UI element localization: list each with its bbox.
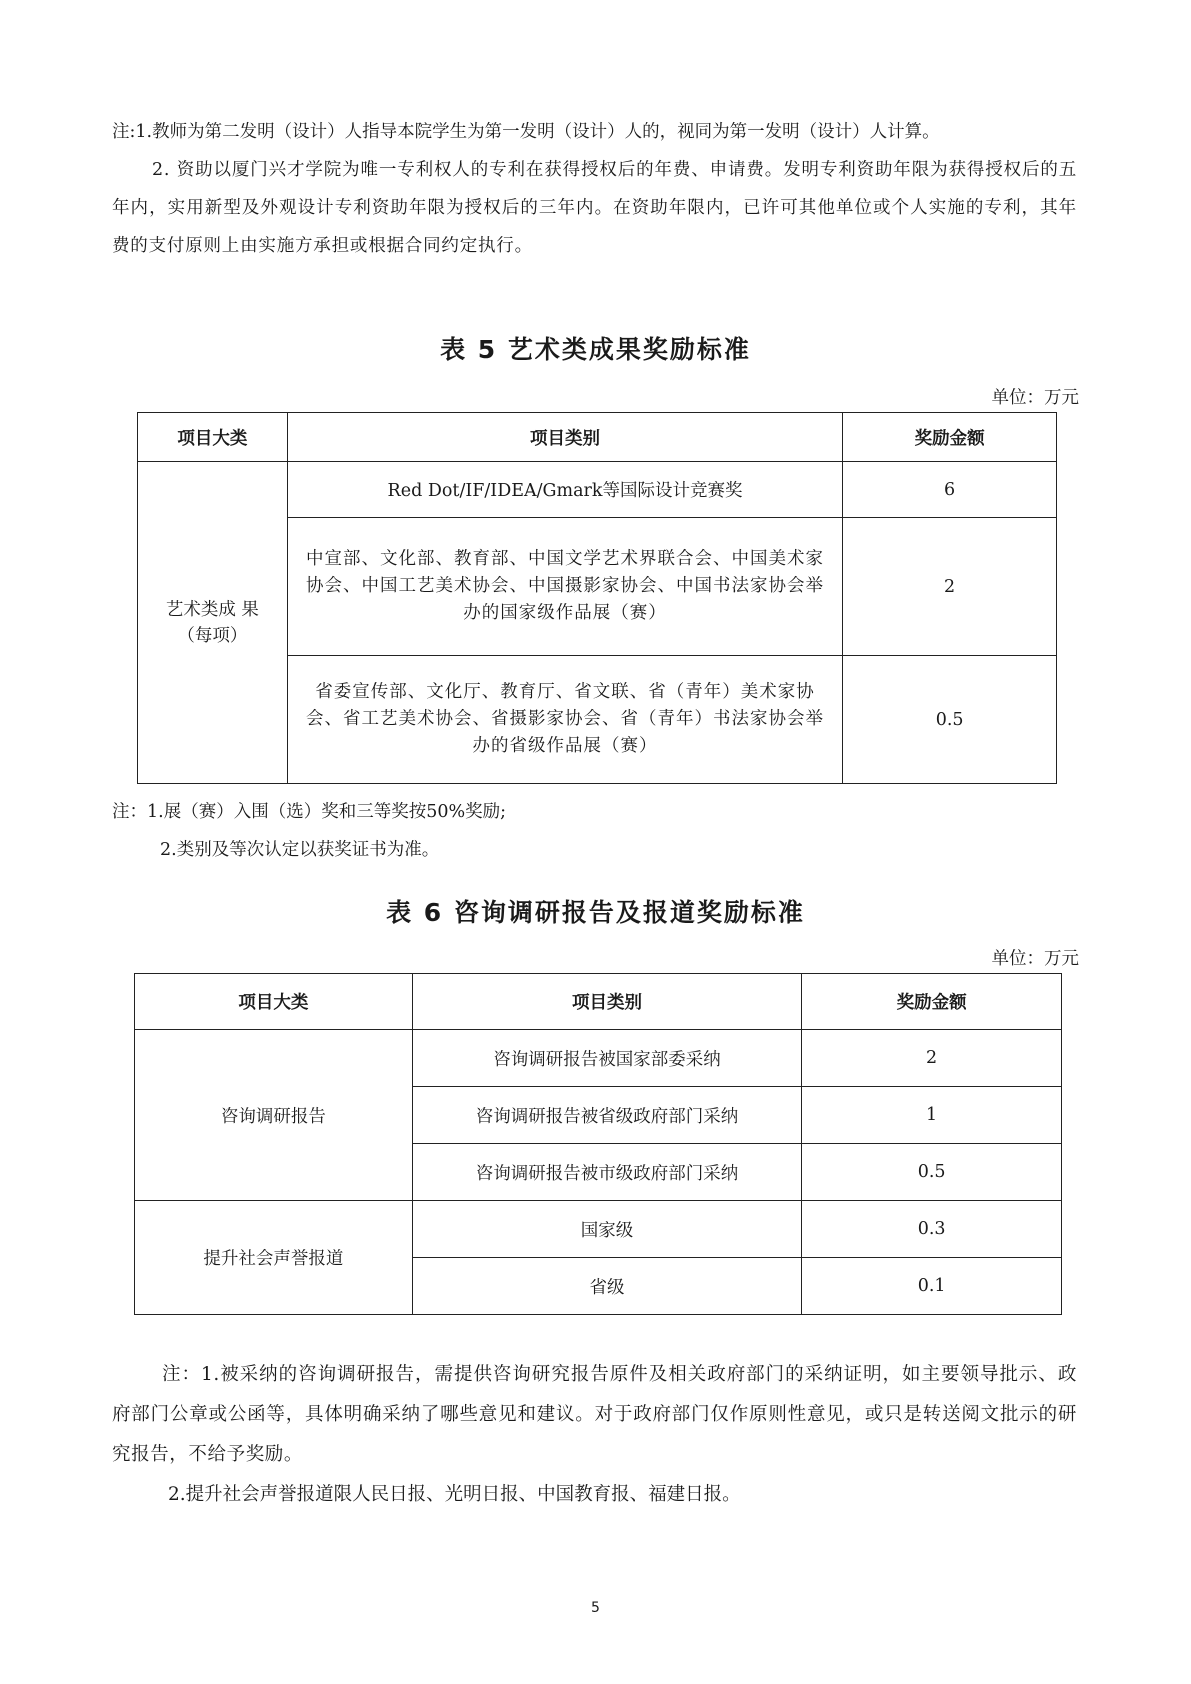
table5-title: 表 5 艺术类成果奖励标准 [440,335,751,364]
table6-unit: 单位：万元 [991,949,1079,969]
table5-category-cell [138,462,288,784]
table6-amount-cell: 0.1 [802,1258,1062,1315]
table6-header-category: 项目大类 [135,974,413,1030]
table6-amount-cell: 0.5 [802,1144,1062,1201]
table5-note [112,793,506,869]
top-note [112,113,1077,265]
table6-note [112,1355,1077,1515]
table6-type-cell: 国家级 [412,1201,802,1258]
top-note-line1: 注:1.教师为第二发明（设计）人指导本院学生为第一发明（设计）人的，视同为第一发明（设计）人计算。 [112,122,940,142]
table6-header-amount: 奖励金额 [802,974,1062,1030]
table5-category-line1: 艺术类成 果 [165,599,259,620]
table5-note-line1: 注：1.展（赛）入围（选）奖和三等奖按50%奖励; [112,802,506,822]
table5-header-amount: 奖励金额 [843,413,1057,462]
table5-unit: 单位：万元 [991,388,1079,408]
top-note-para2: 2. 资助以厦门兴才学院为唯一专利权人的专利在获得授权后的年费、申请费。发明专利资助年限为获得授权后的五年内，实用新型及外观设计专利资助年限为授权后的三年内。在资助年限内，已许可其他单位或个人实施的专利，其年费的支付原则上由实施方承担或根据合同约定执行。 [112,160,1077,256]
table6-title: 表 6 咨询调研报告及报道奖励标准 [386,898,805,927]
table5-header-category: 项目大类 [138,413,288,462]
table6-header-row [135,974,1062,1030]
table6-type-cell: 省级 [412,1258,802,1315]
table5-category-line2: （每项） [177,625,248,646]
table6-amount-cell: 2 [802,1030,1062,1087]
table6-note-para1: 注：1.被采纳的咨询调研报告，需提供咨询研究报告原件及相关政府部门的采纳证明，如主要领导批示、政府部门公章或公函等，具体明确采纳了哪些意见和建议。对于政府部门仅作原则性意见，或只是转送阅文批示的研究报告，不给予奖励。 [112,1364,1077,1465]
table-row [138,462,1057,518]
table5-note-line2: 2.类别及等次认定以获奖证书为准。 [160,840,440,860]
table6-type-cell: 咨询调研报告被省级政府部门采纳 [412,1087,802,1144]
table6-category-cell: 提升社会声誉报道 [135,1201,413,1315]
table6-amount-cell: 1 [802,1087,1062,1144]
table6-type-cell: 咨询调研报告被国家部委采纳 [412,1030,802,1087]
table5-amount-cell: 6 [843,462,1057,518]
page-number: 5 [591,1600,600,1616]
table6 [134,973,1062,1315]
table5-amount-cell: 2 [843,518,1057,656]
table-row [135,1030,1062,1087]
table6-amount-cell: 0.3 [802,1201,1062,1258]
table5 [137,412,1057,784]
table5-amount-cell: 0.5 [843,656,1057,784]
table5-header-row [138,413,1057,462]
table-row [135,1201,1062,1258]
table5-type-cell: 中宣部、文化部、教育部、中国文学艺术界联合会、中国美术家协会、中国工艺美术协会、中国摄影家协会、中国书法家协会举办的国家级作品展（赛） [287,518,842,656]
table6-category-cell: 咨询调研报告 [135,1030,413,1201]
table5-header-type: 项目类别 [287,413,842,462]
table5-type-cell: 省委宣传部、文化厅、教育厅、省文联、省（青年）美术家协会、省工艺美术协会、省摄影家协会、省（青年）书法家协会举办的省级作品展（赛） [287,656,842,784]
table6-note-para2: 2.提升社会声誉报道限人民日报、光明日报、中国教育报、福建日报。 [168,1484,741,1505]
table5-type-cell: Red Dot/IF/IDEA/Gmark等国际设计竞赛奖 [287,462,842,518]
table6-type-cell: 咨询调研报告被市级政府部门采纳 [412,1144,802,1201]
table6-header-type: 项目类别 [412,974,802,1030]
